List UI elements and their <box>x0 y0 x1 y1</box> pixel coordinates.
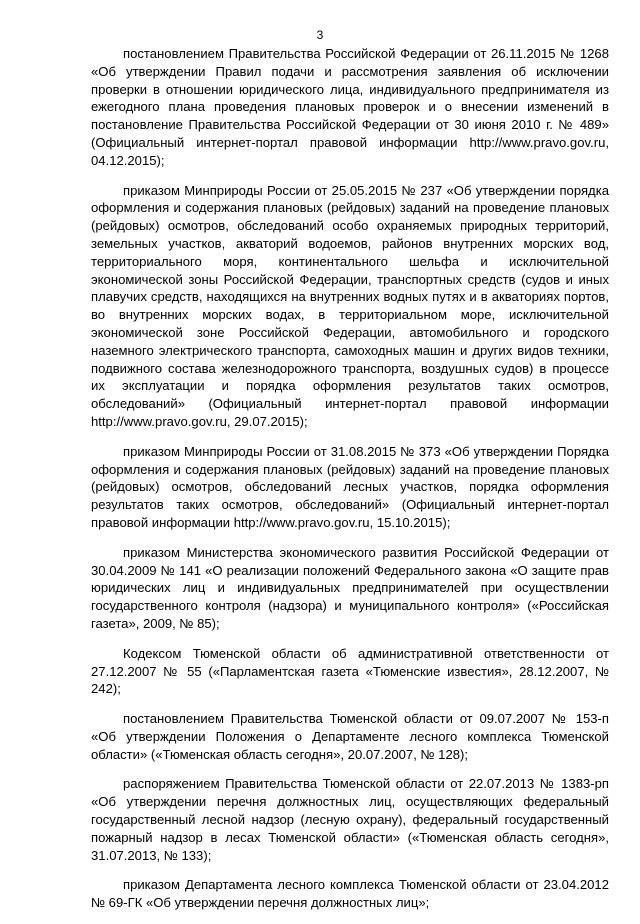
paragraph-8: приказом Департамента лесного комплекса Тюменской области от 23.04.2012 № 69-ГК «Об утверждении перечня должностных лиц»; <box>91 877 609 911</box>
paragraph-5: Кодексом Тюменской области об административной ответственности от 27.12.2007 № 55 («Парламентская газета «Тюменские известия», 28.12.2007, № 242); <box>91 645 609 697</box>
paragraph-4: приказом Министерства экономического развития Российской Федерации от 30.04.2009 № 141 «О реализации положений Федерального закона «О защите прав юридических лиц и индивидуальных предпринимателей при осуществлении государственного контроля (надзора) и муниципального контроля» («Российская газета», 2009, № 85); <box>91 544 609 631</box>
paragraph-1: постановлением Правительства Российской Федерации от 26.11.2015 № 1268 «Об утверждении Правил подачи и рассмотрения заявления об исключении проверки в отношении юридического лица, индивидуального предпринимателя из ежегодного плана проведения плановых проверок и о внесении изменений в постановление Правительства Российской Федерации от 30 июня 2010 г. № 489» (Официальный интернет-портал правовой информации http://www.pravo.gov.ru, 04.12.2015); <box>91 46 609 168</box>
page-number: 3 <box>316 28 324 42</box>
document-body <box>91 45 609 924</box>
paragraph-7: распоряжением Правительства Тюменской области от 22.07.2013 № 1383-рп «Об утверждении перечня должностных лиц, осуществляющих федеральный государственный лесной надзор (лесную охрану), федеральный государственный пожарный надзор в лесах Тюменской области» («Тюменская область сегодня», 31.07.2013, № 133); <box>91 776 609 863</box>
paragraph-3: приказом Минприроды России от 31.08.2015 № 373 «Об утверждении Порядка оформления и содержания плановых (рейдовых) заданий на проведение плановых (рейдовых) осмотров, обследований лесных участков, порядка оформления результатов таких осмотров, обследований» (Официальный интернет-портал правовой информации http://www.pravo.gov.ru, 15.10.2015); <box>91 443 609 530</box>
paragraph-6: постановлением Правительства Тюменской области от 09.07.2007 № 153-п «Об утверждении Положения о Департаменте лесного комплекса Тюменской области» («Тюменская область сегодня», 20.07.2007, № 128); <box>91 711 609 762</box>
paragraph-2: приказом Минприроды России от 25.05.2015 № 237 «Об утверждении порядка оформления и содержания плановых (рейдовых) заданий на проведение плановых (рейдовых) осмотров, обследований особо охраняемых природных территорий, земельных участков, акваторий водоемов, районов внутренних морских вод, территориального моря, континентального шельфа и исключительной экономической зоны Российской Федерации, транспортных средств (судов и иных плавучих средств, находящихся на внутренних водных путях и в акваториях портов, во внутренних морских водах, в территориальном море, исключительной экономической зоне Российской Федерации, автомобильного и городского наземного электрического транспорта, самоходных машин и других видов техники, подвижного состава железнодорожного транспорта, воздушных судов) в процессе их эксплуатации и порядка оформления результатов таких осмотров, обследований» (Официальный интернет-портал правовой информации http://www.pravo.gov.ru, 29.07.2015); <box>91 182 609 429</box>
